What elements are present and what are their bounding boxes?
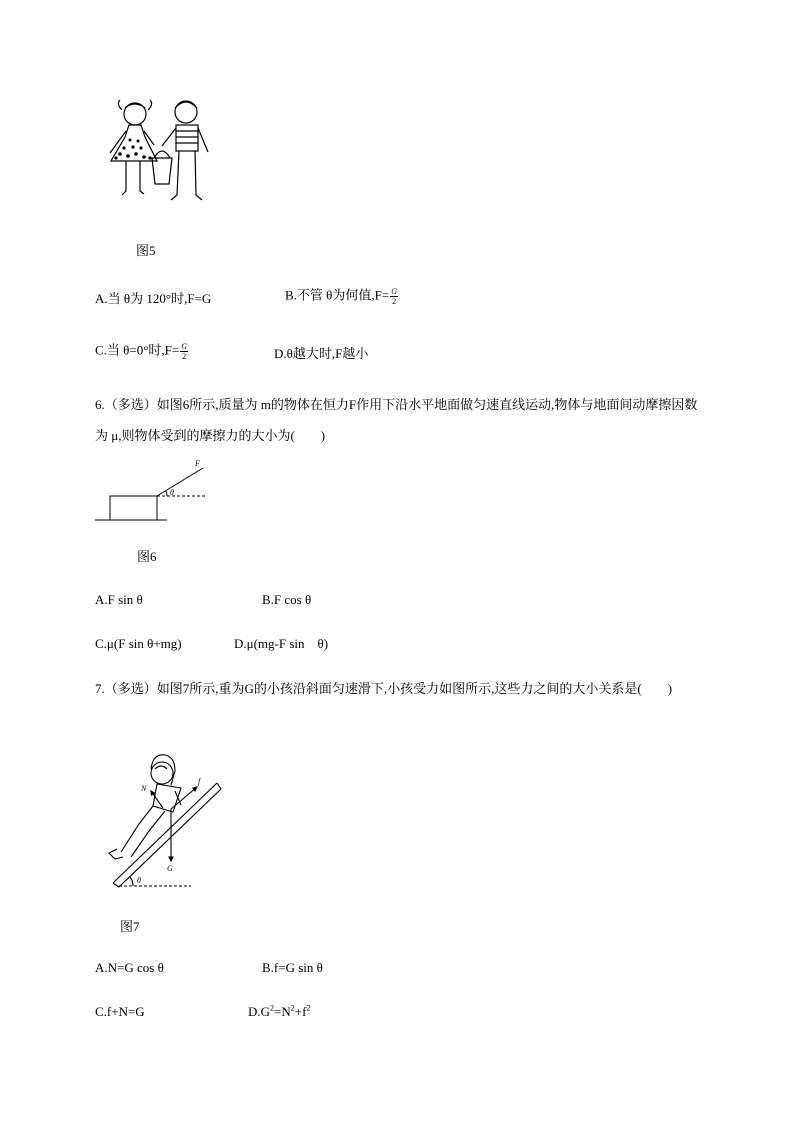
q6-option-a: A.F sin θ bbox=[95, 592, 143, 607]
q6-option-d: D.μ(mg-F sin θ) bbox=[234, 636, 329, 651]
child-sliding-incline-figure bbox=[105, 753, 225, 888]
q7-option-a: A.N=G cos θ bbox=[95, 960, 164, 975]
children-carrying-bucket-figure bbox=[100, 98, 220, 210]
fig5-option-b: B.不管 θ为何值,F= $\frac{G}{2}$ bbox=[285, 287, 397, 306]
figure-5-caption: 图5 bbox=[136, 243, 156, 258]
question-6-text: 6.（多选）如图6所示,质量为 m的物体在恒力F作用下沿水平地面做匀速直线运动,物体与地面间动摩擦因数为 μ,则物体受到的摩擦力的大小为( ) bbox=[95, 397, 698, 443]
normal-force-label: N bbox=[141, 784, 147, 793]
q6-option-c: C.μ(F sin θ+mg) bbox=[95, 636, 182, 651]
q7-option-b: B.f=G sin θ bbox=[262, 960, 323, 975]
angle-label: θ bbox=[170, 488, 174, 497]
figure-6-caption: 图6 bbox=[137, 549, 157, 564]
figure-7-caption: 图7 bbox=[120, 919, 140, 934]
q7-option-d: $D.G^2=N^2+f^2$ bbox=[248, 1003, 311, 1019]
fig5-option-d: D.θ越大时,F越小 bbox=[274, 346, 369, 361]
fig5-option-c: C.当 θ=0°时,F= $\frac{G}{2}$ bbox=[95, 342, 188, 361]
q7-option-c: C.f+N=G bbox=[95, 1004, 145, 1019]
q6-option-b: B.F cos θ bbox=[262, 592, 312, 607]
fig5-option-a: A.当 θ为 120°时,F=G bbox=[95, 291, 212, 306]
friction-label: f bbox=[198, 777, 201, 786]
gravity-label: G bbox=[167, 864, 173, 873]
question-7-text: 7.（多选）如图7所示,重为G的小孩沿斜面匀速滑下,小孩受力如图所示,这些力之间的大小关系是( ) bbox=[95, 681, 673, 696]
force-label: F bbox=[195, 459, 200, 468]
incline-angle-label: θ bbox=[137, 876, 141, 885]
block-on-ground-figure bbox=[95, 460, 215, 522]
